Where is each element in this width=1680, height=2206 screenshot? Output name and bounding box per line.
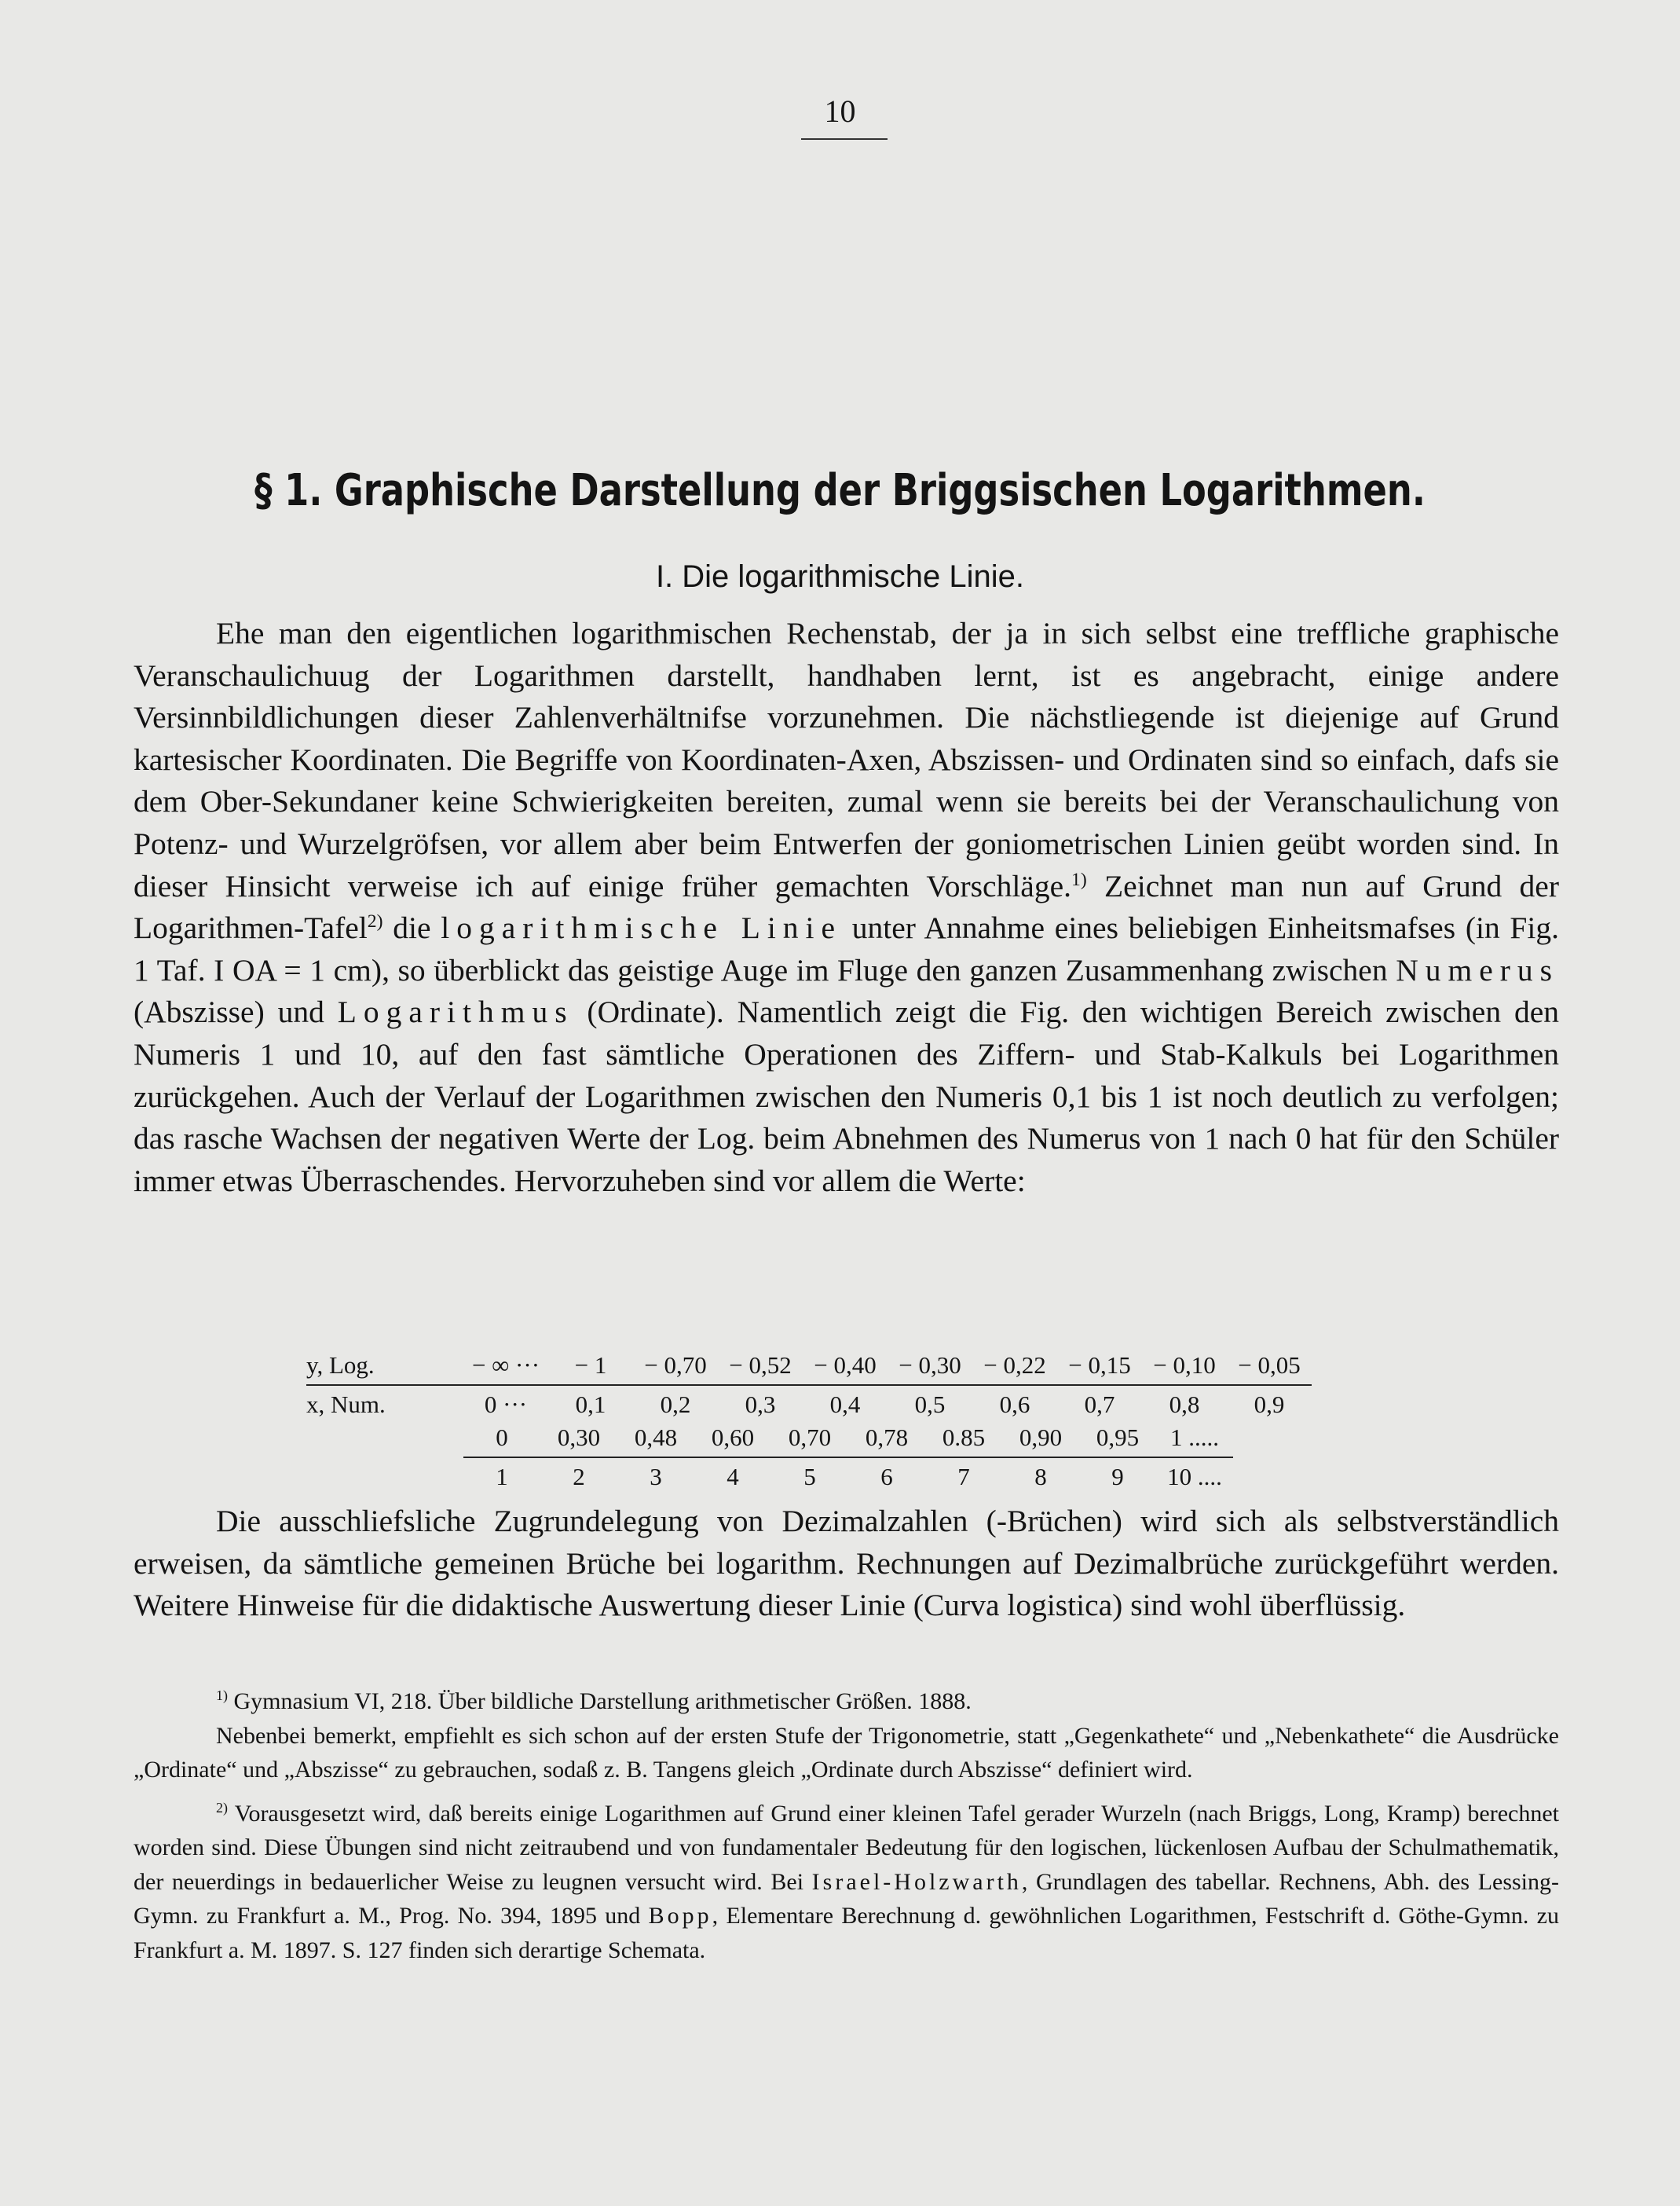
term-logarithmische-linie: logarithmische Linie [441, 911, 843, 946]
table-row-num [463, 1457, 1233, 1496]
table-cell: − 0,10 [1142, 1347, 1227, 1385]
para1-text-5: (Abszisse) und [134, 995, 338, 1030]
paragraph-decimal [134, 1501, 1559, 1627]
table-cell: 0,90 [1002, 1419, 1079, 1457]
term-numerus: Numerus [1396, 952, 1559, 988]
table-cell: 0,70 [771, 1419, 848, 1457]
table-cell: 10 .... [1167, 1463, 1222, 1490]
footnote-2-author-1: Israel-Holzwarth [811, 1868, 1022, 1895]
table-cell: 0,95 [1079, 1419, 1156, 1457]
table-cell: 1 [496, 1463, 508, 1490]
footnote-1-line-1: Gymnasium VI, 218. Über bildliche Darstellung arithmetischer Größen. 1888. [228, 1688, 972, 1714]
table-cell: 0,8 [1169, 1391, 1200, 1418]
section-title: § 1. Graphische Darstellung der Briggsischen Logarithmen. [254, 465, 1426, 516]
table-cell: 0,6 [999, 1391, 1030, 1418]
table-row-num [306, 1385, 1312, 1424]
table-cell: 1 ..... [1156, 1419, 1233, 1457]
footnote-2 [134, 1797, 1559, 1968]
paragraph-intro [134, 613, 1559, 1202]
table-cell: 0,4 [829, 1391, 861, 1418]
footnote-mark-2: 2) [216, 1799, 228, 1816]
table-cell: − ∞ ··· [463, 1347, 548, 1385]
table-cell: 0,7 [1084, 1391, 1115, 1418]
para1-text-3: die [382, 911, 441, 946]
table-cell: 0,1 [575, 1391, 606, 1418]
table-cell: − 0,22 [972, 1347, 1057, 1385]
table-cell: 0.85 [925, 1419, 1002, 1457]
table-cell: 5 [803, 1463, 816, 1490]
table-cell: 9 [1111, 1463, 1124, 1490]
subsection-title: I. Die logarithmische Linie. [655, 559, 1025, 594]
table-cell: 0 [463, 1419, 540, 1457]
footnote-ref-2: 2) [367, 911, 383, 932]
table-row-log [306, 1347, 1312, 1385]
table-cell: 0,78 [848, 1419, 925, 1457]
table-cell: 4 [727, 1463, 739, 1490]
table-cell: − 0,30 [888, 1347, 972, 1385]
para1-text-2: Zeichnet man nun auf Grund der Logarithmen-Tafel [134, 868, 1559, 946]
footnote-2-text-b: , Grundlagen des tabellar. Rechnens, Abh. des Lessing-Gymn. zu Frankfurt a. M., Prog. No. 394, 1895 und [134, 1868, 1560, 1929]
para1-text-6: (Ordinate). Namentlich zeigt die Fig. den wichtigen Bereich zwischen den Numeris 1 und 10, auf den fast sämtliche Operationen des Ziffern- und Stab-Kalkuls bei Logarithmen zurückgehen. Auch der Verlauf der Logarithmen zwischen den Numeris 0,1 bis 1 ist noch deutlich zu verfolgen; das rasche Wachsen der negativen Werte der Log. beim Abnehmen des Numerus von 1 nach 0 hat für den Schüler immer etwas Überraschendes. Hervorzuheben sind vor allem die Werte: [134, 995, 1559, 1198]
table-cell: 0,60 [694, 1419, 771, 1457]
footnote-2-text-c: , Elementare Berechnung d. gewöhnlichen Logarithmen, Festschrift d. Göthe-Gymn. zu Frankfurt a. M. 1897. S. 127 finden sich derartige Schemata. [134, 1903, 1559, 1963]
footnotes [134, 1684, 1559, 1967]
table-cell: 7 [957, 1463, 970, 1490]
log-values-table-2 [463, 1419, 1233, 1496]
row-label-log: y, Log. [306, 1347, 463, 1385]
page-number: 10 [824, 93, 856, 129]
log-values-table [306, 1347, 1312, 1424]
footnote-1 [134, 1684, 1559, 1719]
table-cell: − 0,40 [803, 1347, 888, 1385]
table-cell: 0,30 [540, 1419, 617, 1457]
footnote-1-continued: Nebenbei bemerkt, empfiehlt es sich schon auf der ersten Stufe der Trigonometrie, statt „Gegenkathete“ und „Nebenkathete“ die Ausdrücke „Ordinate“ und „Abszisse“ zu gebrauchen, sodaß z. B. Tangens gleich „Ordinate durch Abszisse“ definiert wird. [134, 1722, 1559, 1783]
table-cell: − 0,52 [718, 1347, 803, 1385]
table-cell: − 0,70 [633, 1347, 718, 1385]
table-cell: 0,5 [914, 1391, 946, 1418]
table-cell: 3 [650, 1463, 662, 1490]
table-row-log [463, 1419, 1233, 1457]
row-label-num: x, Num. [306, 1391, 386, 1418]
footnote-2-text-a: Vorausgesetzt wird, daß bereits einige Logarithmen auf Grund einer kleinen Tafel gerader Wurzeln (nach Briggs, Long, Kramp) berechnet worden sind. Diese Übungen sind nicht zeitraubend und von fundamentaler Bedeutung für den logischen, lückenlosen Aufbau der Schulmathematik, der neuerdings in bedauerlicher Weise zu leugnen versucht wird. Bei [134, 1800, 1559, 1895]
footnote-ref-1: 1) [1071, 869, 1087, 890]
table-cell: 0,9 [1254, 1391, 1285, 1418]
para1-text-1: Ehe man den eigentlichen logarithmischen Rechenstab, der ja in sich selbst eine treffliche graphische Veranschaulichuug der Logarithmen darstellt, handhaben lernt, ist es angebracht, einige andere Versinnbildlichungen dieser Zahlenverhältnifse vorzunehmen. Die nächstliegende ist diejenige auf Grund kartesischer Koordinaten. Die Begriffe von Koordinaten-Axen, Abszissen- und Ordinaten sind so einfach, dafs sie dem Ober-Sekundaner keine Schwierigkeiten bereiten, zumal wenn sie bereits bei der Veranschaulichung von Potenz- und Wurzelgröfsen, vor allem aber beim Entwerfen der goniometrischen Linien geübt worden sind. In dieser Hinsicht verweise ich auf einige früher gemachten Vorschläge. [134, 616, 1559, 903]
table-cell: 0,3 [745, 1391, 776, 1418]
table-cell: − 0,15 [1057, 1347, 1142, 1385]
para1-text-4: unter Annahme eines beliebigen Einheitsmafses (in Fig. 1 Taf. I OA = 1 cm), so überblickt das geistige Auge im Fluge den ganzen Zusammenhang zwischen [134, 911, 1560, 988]
table-cell: 8 [1034, 1463, 1047, 1490]
table-cell: − 1 [548, 1347, 633, 1385]
table-cell: − 0,05 [1227, 1347, 1312, 1385]
table-cell: 0 ··· [484, 1391, 528, 1418]
table-cell: 0,48 [617, 1419, 694, 1457]
table-cell: 6 [880, 1463, 893, 1490]
page-number-rule [801, 138, 888, 140]
table-cell: 2 [573, 1463, 585, 1490]
footnote-2-author-2: Bopp [648, 1903, 712, 1929]
table-cell: 0,2 [660, 1391, 691, 1418]
term-logarithmus: Logarithmus [337, 995, 574, 1030]
para2-text: Die ausschliefsliche Zugrundelegung von Dezimalzahlen (-Brüchen) wird sich als selbstverständlich erweisen, da sämtliche gemeinen Brüche bei logarithm. Rechnungen auf Dezimalbrüche zurückgeführt werden. Weitere Hinweise für die didaktische Auswertung dieser Linie (Curva logistica) sind wohl überflüssig. [134, 1504, 1559, 1623]
footnote-mark-1: 1) [216, 1687, 228, 1703]
